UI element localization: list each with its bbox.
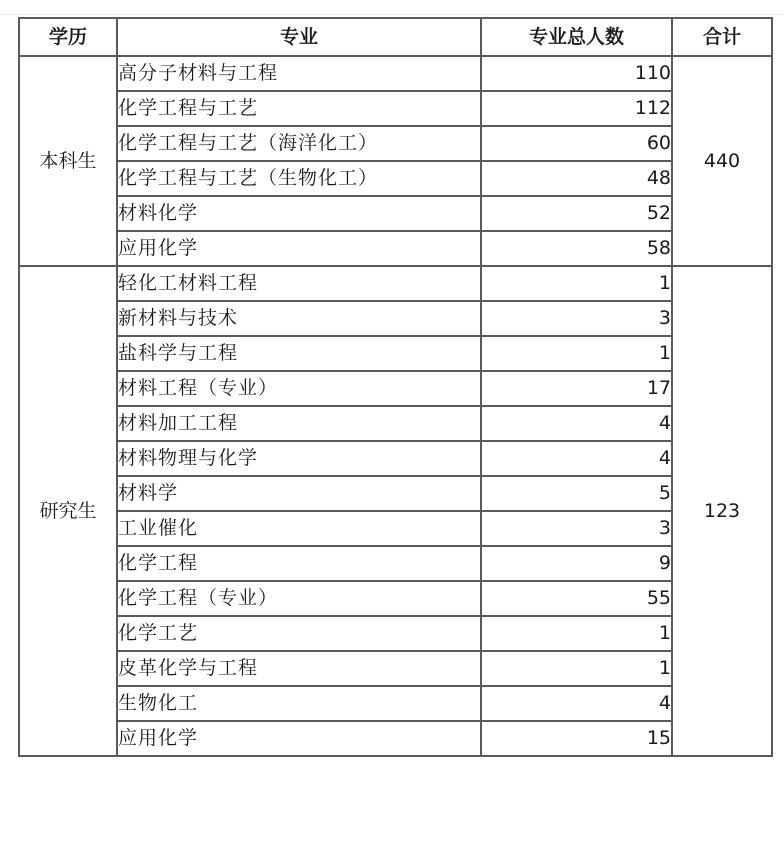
education-cell-undergraduate: 本科生: [19, 56, 117, 266]
count-cell: 60: [481, 126, 672, 161]
major-cell: 化学工艺: [117, 616, 481, 651]
table-row: [19, 441, 772, 476]
majors-table: [18, 17, 773, 757]
count-cell: 17: [481, 371, 672, 406]
header-row: [19, 18, 772, 56]
header-education: 学历: [19, 18, 117, 56]
table-row: [19, 616, 772, 651]
header-total: 合计: [672, 18, 772, 56]
major-cell: 皮革化学与工程: [117, 651, 481, 686]
count-cell: 3: [481, 511, 672, 546]
header-major: 专业: [117, 18, 481, 56]
major-cell: 化学工程与工艺: [117, 91, 481, 126]
table-row: [19, 56, 772, 91]
top-edge-strip: [0, 0, 784, 15]
count-cell: 1: [481, 616, 672, 651]
count-cell: 5: [481, 476, 672, 511]
table-row: [19, 231, 772, 266]
count-cell: 52: [481, 196, 672, 231]
table-body: [19, 56, 772, 756]
major-cell: 生物化工: [117, 686, 481, 721]
major-cell: 工业催化: [117, 511, 481, 546]
table-row: [19, 371, 772, 406]
major-cell: 材料加工工程: [117, 406, 481, 441]
major-cell: 新材料与技术: [117, 301, 481, 336]
table-row: [19, 336, 772, 371]
count-cell: 1: [481, 651, 672, 686]
count-cell: 9: [481, 546, 672, 581]
count-cell: 1: [481, 336, 672, 371]
major-cell: 应用化学: [117, 721, 481, 756]
count-cell: 4: [481, 406, 672, 441]
major-cell: 化学工程: [117, 546, 481, 581]
count-cell: 4: [481, 686, 672, 721]
table-row: [19, 476, 772, 511]
count-cell: 4: [481, 441, 672, 476]
table-row: [19, 721, 772, 756]
table-row: [19, 161, 772, 196]
count-cell: 110: [481, 56, 672, 91]
major-cell: 化学工程（专业）: [117, 581, 481, 616]
major-cell: 化学工程与工艺（生物化工）: [117, 161, 481, 196]
major-cell: 材料物理与化学: [117, 441, 481, 476]
count-cell: 1: [481, 266, 672, 301]
table-row: [19, 301, 772, 336]
table-row: [19, 266, 772, 301]
count-cell: 112: [481, 91, 672, 126]
header-count: 专业总人数: [481, 18, 672, 56]
count-cell: 3: [481, 301, 672, 336]
table-row: [19, 686, 772, 721]
table-row: [19, 511, 772, 546]
major-cell: 轻化工材料工程: [117, 266, 481, 301]
count-cell: 58: [481, 231, 672, 266]
table-header: [19, 18, 772, 56]
table-row: [19, 406, 772, 441]
major-cell: 高分子材料与工程: [117, 56, 481, 91]
table-row: [19, 581, 772, 616]
count-cell: 48: [481, 161, 672, 196]
education-cell-graduate: 研究生: [19, 266, 117, 756]
major-cell: 材料工程（专业）: [117, 371, 481, 406]
table-row: [19, 651, 772, 686]
table-row: [19, 126, 772, 161]
major-cell: 化学工程与工艺（海洋化工）: [117, 126, 481, 161]
count-cell: 55: [481, 581, 672, 616]
major-cell: 应用化学: [117, 231, 481, 266]
total-cell-undergraduate: 440: [672, 56, 772, 266]
table-row: [19, 196, 772, 231]
table-row: [19, 546, 772, 581]
table-row: [19, 91, 772, 126]
count-cell: 15: [481, 721, 672, 756]
major-cell: 材料学: [117, 476, 481, 511]
total-cell-graduate: 123: [672, 266, 772, 756]
major-cell: 盐科学与工程: [117, 336, 481, 371]
major-cell: 材料化学: [117, 196, 481, 231]
